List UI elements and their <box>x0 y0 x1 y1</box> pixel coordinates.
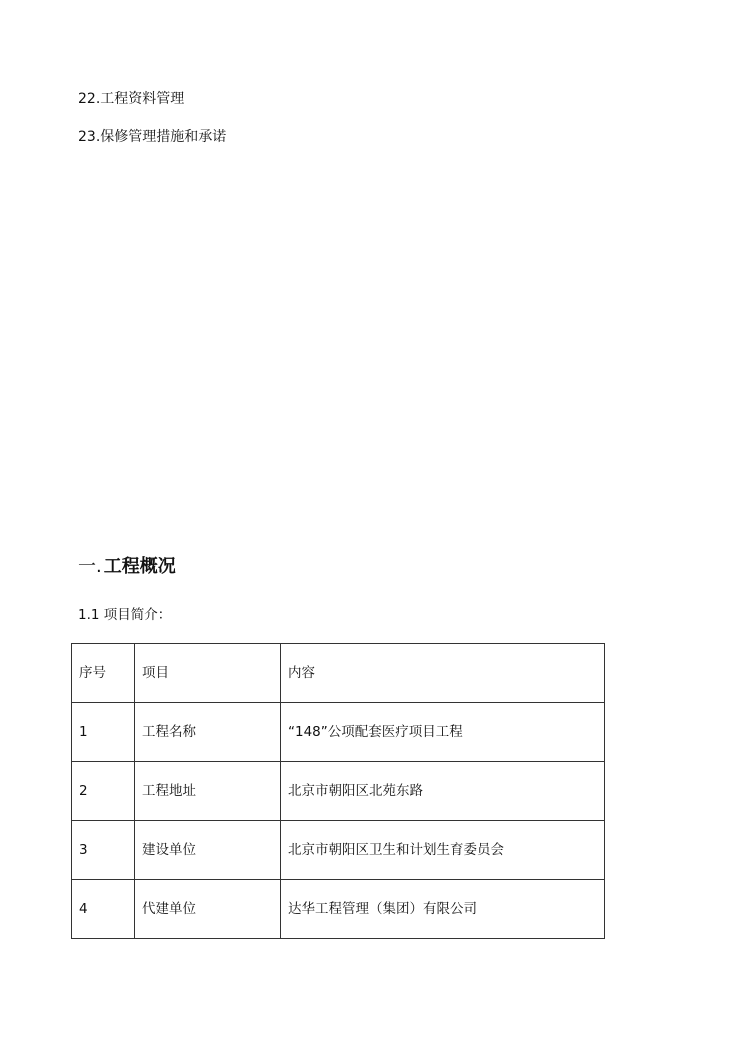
section-heading <box>78 556 176 578</box>
toc-item-22: 22.工程资料管理 <box>78 91 185 107</box>
table-row <box>72 821 605 880</box>
table-cell: 达华工程管理（集团）有限公司 <box>281 880 605 939</box>
table-cell: 北京市朝阳区北苑东路 <box>281 762 605 821</box>
table-cell: 北京市朝阳区卫生和计划生育委员会 <box>281 821 605 880</box>
table-row <box>72 880 605 939</box>
table-cell: 4 <box>72 880 135 939</box>
header-cell-content: 内容 <box>281 644 605 703</box>
table-cell: 2 <box>72 762 135 821</box>
project-overview-table <box>71 643 605 939</box>
toc-item-23: 23.保修管理措施和承诺 <box>78 129 227 145</box>
table-cell: 3 <box>72 821 135 880</box>
header-cell-index: 序号 <box>72 644 135 703</box>
table-cell: 建设单位 <box>135 821 281 880</box>
section-title: 工程概况 <box>103 556 176 577</box>
header-cell-item: 项目 <box>135 644 281 703</box>
section-number: 一. <box>78 556 102 577</box>
table-header-row <box>72 644 605 703</box>
table-cell: 工程名称 <box>135 703 281 762</box>
table-cell: “148”公项配套医疗项目工程 <box>281 703 605 762</box>
table-cell: 代建单位 <box>135 880 281 939</box>
subsection-title: 1.1 项目简介： <box>78 607 172 623</box>
table-row <box>72 703 605 762</box>
table-cell: 工程地址 <box>135 762 281 821</box>
table-row <box>72 762 605 821</box>
table-cell: 1 <box>72 703 135 762</box>
